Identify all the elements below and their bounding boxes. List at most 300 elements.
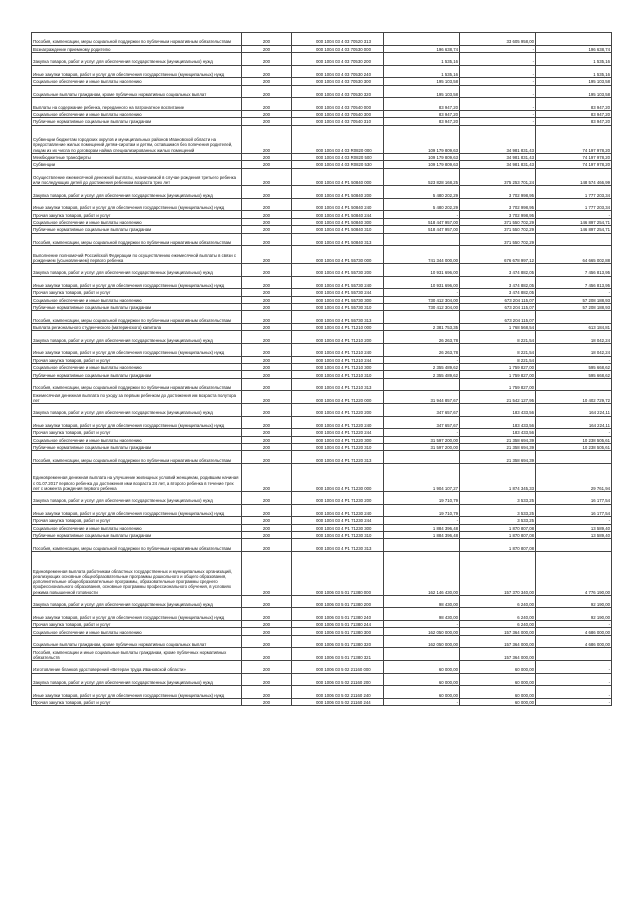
row-approved-cell: - <box>384 211 460 218</box>
row-csr-code-cell: 000 1006 03 5 02 21160 000 <box>292 660 384 673</box>
row-code-cell: 200 <box>242 78 292 85</box>
table-row <box>32 451 612 464</box>
row-approved-cell: 60 000,00 <box>384 660 460 673</box>
row-code-cell: 200 <box>242 264 292 277</box>
row-unexecuted-cell: 16 177,54 <box>536 504 612 517</box>
row-approved-cell: 2 381 753,35 <box>384 324 460 331</box>
row-name-cell: Пособия, компенсации, меры социальной поддержки по публичным нормативным обязательствам <box>32 378 242 391</box>
row-name-cell: Субвенции <box>32 161 242 168</box>
table-row <box>32 233 612 246</box>
row-approved-cell: 162 146 430,00 <box>384 552 460 596</box>
row-approved-cell: 518 447 957,00 <box>384 218 460 225</box>
row-name-cell: Иные закупки товаров, работ и услуг для обеспечения государственных (муниципальных) нужд <box>32 504 242 517</box>
row-name-cell: Прочая закупка товаров, работ и услуг <box>32 429 242 436</box>
table-row <box>32 363 612 370</box>
row-name-cell: Социальное обеспечение и иные выплаты населению <box>32 524 242 531</box>
table-row <box>32 33 612 46</box>
table-row <box>32 628 612 635</box>
row-code-cell: 200 <box>242 595 292 608</box>
row-code-cell: 200 <box>242 85 292 98</box>
row-csr-code-cell: 000 1004 03 4 03 70520 313 <box>292 33 384 46</box>
row-unexecuted-cell: 10 238 505,61 <box>536 443 612 450</box>
row-executed-cell: 157 364 000,00 <box>460 635 536 648</box>
row-unexecuted-cell: - <box>536 356 612 363</box>
row-approved-cell: 195 103,58 <box>384 85 460 98</box>
row-code-cell: 200 <box>242 343 292 356</box>
row-executed-cell: 673 204 115,07 <box>460 304 536 311</box>
table-row <box>32 608 612 621</box>
row-approved-cell: 730 412 304,00 <box>384 304 460 311</box>
row-code-cell: 200 <box>242 539 292 552</box>
row-approved-cell: 5 480 202,29 <box>384 186 460 199</box>
row-executed-cell: 3 533,25 <box>460 517 536 524</box>
row-name-cell: Пособия, компенсации, меры социальной поддержки по публичным нормативным обязательствам <box>32 539 242 552</box>
table-row <box>32 246 612 264</box>
row-approved-cell: - <box>384 356 460 363</box>
row-approved-cell: 1 535,16 <box>384 52 460 65</box>
row-approved-cell: - <box>384 698 460 705</box>
row-approved-cell: 31 944 857,67 <box>384 391 460 404</box>
row-csr-code-cell: 000 1004 03 4 P1 71210 000 <box>292 324 384 331</box>
row-code-cell: 200 <box>242 168 292 186</box>
row-executed-cell: 371 550 702,29 <box>460 218 536 225</box>
row-executed-cell: 676 678 997,12 <box>460 246 536 264</box>
row-name-cell: Публичные нормативные социальные выплаты гражданам <box>32 443 242 450</box>
row-approved-cell: - <box>384 517 460 524</box>
row-unexecuted-cell: - <box>536 289 612 296</box>
row-executed-cell: 8 221,54 <box>460 356 536 363</box>
row-code-cell: 200 <box>242 153 292 160</box>
row-code-cell: 200 <box>242 673 292 686</box>
row-approved-cell: 19 710,79 <box>384 492 460 505</box>
table-row <box>32 371 612 378</box>
row-executed-cell: 1 768 568,54 <box>460 324 536 331</box>
table-row <box>32 276 612 289</box>
row-executed-cell: 1 870 807,08 <box>460 539 536 552</box>
row-code-cell: 200 <box>242 532 292 539</box>
table-row <box>32 331 612 344</box>
row-executed-cell: 183 433,56 <box>460 429 536 436</box>
row-unexecuted-cell: 74 197 978,20 <box>536 161 612 168</box>
row-name-cell: Изготовление бланков удостоверений «Ветеран труда Ивановской области» <box>32 660 242 673</box>
row-executed-cell: - <box>460 78 536 85</box>
row-name-cell: Пособия, компенсации, меры социальной поддержки по публичным нормативным обязательствам <box>32 311 242 324</box>
table-row <box>32 429 612 436</box>
row-csr-code-cell: 000 1006 03 5 01 71380 240 <box>292 608 384 621</box>
row-approved-cell: 347 657,67 <box>384 416 460 429</box>
row-csr-code-cell: 000 1004 03 4 P1 50840 240 <box>292 198 384 211</box>
row-csr-code-cell: 000 1004 03 4 03 R0820 000 <box>292 125 384 153</box>
table-row <box>32 343 612 356</box>
row-name-cell: Публичные нормативные социальные выплаты гражданам <box>32 304 242 311</box>
row-executed-cell: 21 358 694,39 <box>460 451 536 464</box>
row-executed-cell: 3 533,25 <box>460 504 536 517</box>
row-code-cell: 200 <box>242 552 292 596</box>
row-name-cell: Закупка товаров, работ и услуг для обеспечения государственных (муниципальных) нужд <box>32 492 242 505</box>
row-code-cell: 200 <box>242 628 292 635</box>
row-unexecuted-cell: 1 535,16 <box>536 52 612 65</box>
row-unexecuted-cell: 92 190,00 <box>536 595 612 608</box>
row-name-cell: Прочая закупка товаров, работ и услуг <box>32 289 242 296</box>
row-csr-code-cell: 000 1004 03 4 P1 71230 240 <box>292 504 384 517</box>
row-code-cell: 200 <box>242 378 292 391</box>
row-code-cell: 200 <box>242 52 292 65</box>
row-code-cell: 200 <box>242 110 292 117</box>
row-name-cell: Выплаты на содержание ребенка, переданного на патронатное воспитание <box>32 98 242 111</box>
row-approved-cell: 162 050 000,00 <box>384 635 460 648</box>
row-approved-cell <box>384 539 460 552</box>
row-name-cell: Социальное обеспечение и иные выплаты населению <box>32 110 242 117</box>
row-name-cell: Социальные выплаты гражданам, кроме публичных нормативных социальных выплат <box>32 85 242 98</box>
row-approved-cell: 1 884 396,48 <box>384 532 460 539</box>
row-csr-code-cell: 000 1006 03 5 01 71380 244 <box>292 621 384 628</box>
row-name-cell: Пособия, компенсации и иные социальные выплаты гражданам, кроме публичных нормативных обязательств <box>32 648 242 661</box>
row-unexecuted-cell: 74 197 978,20 <box>536 125 612 153</box>
row-unexecuted-cell <box>536 648 612 661</box>
row-executed-cell: 1 759 827,00 <box>460 378 536 391</box>
row-executed-cell: 6 240,00 <box>460 608 536 621</box>
row-code-cell: 200 <box>242 363 292 370</box>
row-executed-cell: 1 759 827,00 <box>460 371 536 378</box>
table-row <box>32 304 612 311</box>
row-code-cell: 200 <box>242 635 292 648</box>
table-row <box>32 45 612 52</box>
table-row <box>32 161 612 168</box>
row-csr-code-cell: 000 1004 03 4 P1 55730 240 <box>292 276 384 289</box>
row-name-cell: Пособия, компенсации, меры социальной поддержки по публичным нормативным обязательствам <box>32 451 242 464</box>
table-row <box>32 153 612 160</box>
row-code-cell: 200 <box>242 118 292 125</box>
row-code-cell: 200 <box>242 161 292 168</box>
row-name-cell: Иные закупки товаров, работ и услуг для обеспечения государственных (муниципальных) нужд <box>32 65 242 78</box>
row-unexecuted-cell: 7 456 813,95 <box>536 276 612 289</box>
table-row <box>32 218 612 225</box>
row-name-cell: Иные закупки товаров, работ и услуг для обеспечения государственных (муниципальных) нужд <box>32 276 242 289</box>
table-row <box>32 673 612 686</box>
row-unexecuted-cell: 18 042,24 <box>536 331 612 344</box>
row-csr-code-cell: 000 1006 03 5 02 21160 244 <box>292 698 384 705</box>
row-name-cell: Осуществление ежемесячной денежной выплаты, назначаемой в случае рождения третьего ребенка или последующих детей до достижения ребенком возраста трех лет <box>32 168 242 186</box>
row-name-cell: Социальное обеспечение и иные выплаты населению <box>32 363 242 370</box>
row-code-cell: 200 <box>242 324 292 331</box>
row-unexecuted-cell: 83 947,20 <box>536 110 612 117</box>
row-unexecuted-cell: 10 238 505,61 <box>536 436 612 443</box>
row-csr-code-cell: 000 1004 03 4 03 70530 300 <box>292 78 384 85</box>
row-csr-code-cell: 000 1004 03 4 03 70530 000 <box>292 45 384 52</box>
row-unexecuted-cell: 195 103,58 <box>536 78 612 85</box>
row-code-cell: 200 <box>242 289 292 296</box>
row-name-cell: Публичные нормативные социальные выплаты гражданам <box>32 118 242 125</box>
row-executed-cell: 1 870 807,08 <box>460 532 536 539</box>
row-name-cell: Субвенции бюджетам городских округов и муниципальных районов Ивановской области на предоставление жилых помещений детям-сиротам и детям, оставшимся без попечения родителей, лицам из их числа по договорам найма специализированных жилых помещений <box>32 125 242 153</box>
row-unexecuted-cell: - <box>536 517 612 524</box>
row-approved-cell: 60 000,00 <box>384 673 460 686</box>
table-row <box>32 504 612 517</box>
row-approved-cell: 2 355 489,62 <box>384 371 460 378</box>
table-row <box>32 686 612 699</box>
table-row <box>32 110 612 117</box>
row-unexecuted-cell: 4 686 000,00 <box>536 635 612 648</box>
table-row <box>32 289 612 296</box>
row-csr-code-cell: 000 1004 03 4 P1 71230 313 <box>292 539 384 552</box>
row-executed-cell: 1 870 807,08 <box>460 524 536 531</box>
table-row <box>32 648 612 661</box>
row-name-cell: Вознаграждение приемному родителю <box>32 45 242 52</box>
row-csr-code-cell: 000 1004 03 4 03 70540 000 <box>292 98 384 111</box>
row-code-cell: 200 <box>242 311 292 324</box>
row-executed-cell: 8 221,54 <box>460 343 536 356</box>
row-csr-code-cell: 000 1004 03 4 P1 50840 310 <box>292 226 384 233</box>
row-approved-cell: 5 480 202,29 <box>384 198 460 211</box>
row-approved-cell: 83 947,20 <box>384 110 460 117</box>
row-approved-cell: 31 597 200,00 <box>384 436 460 443</box>
table-row <box>32 186 612 199</box>
row-executed-cell: 34 981 831,43 <box>460 161 536 168</box>
row-executed-cell: 183 433,56 <box>460 416 536 429</box>
row-approved-cell <box>384 648 460 661</box>
row-csr-code-cell: 000 1004 03 4 03 R0820 500 <box>292 153 384 160</box>
table-row <box>32 621 612 628</box>
row-name-cell: Единовременная выплата работникам областных государственных и муниципальных организаций, реализующих основные общеобразовательные программы дошкольного и общего образования, дополнительные общеобразовательные программы, образовательные программы среднего профессионального образования, основные программы профессионального обучения, в условиях режима повышенной готовности <box>32 552 242 596</box>
row-approved-cell: 83 947,20 <box>384 118 460 125</box>
row-code-cell: 200 <box>242 356 292 363</box>
row-executed-cell: - <box>460 85 536 98</box>
table-row <box>32 524 612 531</box>
row-approved-cell: 518 447 957,00 <box>384 226 460 233</box>
table-row <box>32 436 612 443</box>
row-name-cell: Социальное обеспечение и иные выплаты населению <box>32 628 242 635</box>
row-csr-code-cell: 000 1004 03 4 P1 71220 300 <box>292 436 384 443</box>
table-row <box>32 532 612 539</box>
row-code-cell: 200 <box>242 226 292 233</box>
row-code-cell: 200 <box>242 429 292 436</box>
row-name-cell: Закупка товаров, работ и услуг для обеспечения государственных (муниципальных) нужд <box>32 331 242 344</box>
row-approved-cell: 26 263,78 <box>384 331 460 344</box>
row-approved-cell: 195 103,58 <box>384 78 460 85</box>
row-executed-cell: 6 240,00 <box>460 621 536 628</box>
row-unexecuted-cell: 16 177,54 <box>536 492 612 505</box>
table-row <box>32 492 612 505</box>
row-executed-cell: - <box>460 65 536 78</box>
row-name-cell: Иные закупки товаров, работ и услуг для обеспечения государственных (муниципальных) нужд <box>32 608 242 621</box>
row-unexecuted-cell <box>536 33 612 46</box>
row-csr-code-cell: 000 1004 03 4 P1 71230 200 <box>292 492 384 505</box>
table-row <box>32 635 612 648</box>
row-unexecuted-cell: 146 897 254,71 <box>536 226 612 233</box>
row-approved-cell: 109 179 809,63 <box>384 125 460 153</box>
row-code-cell: 200 <box>242 186 292 199</box>
table-row <box>32 98 612 111</box>
row-executed-cell: 8 221,54 <box>460 331 536 344</box>
row-code-cell: 200 <box>242 391 292 404</box>
row-executed-cell: 1 759 827,00 <box>460 363 536 370</box>
row-executed-cell: 21 358 694,39 <box>460 443 536 450</box>
row-csr-code-cell: 000 1004 03 4 P1 71220 200 <box>292 403 384 416</box>
row-code-cell: 200 <box>242 686 292 699</box>
row-csr-code-cell: 000 1004 03 4 P1 71210 310 <box>292 371 384 378</box>
row-code-cell: 200 <box>242 304 292 311</box>
table-row <box>32 118 612 125</box>
row-approved-cell <box>384 33 460 46</box>
row-executed-cell: 375 253 701,24 <box>460 168 536 186</box>
row-approved-cell <box>384 311 460 324</box>
row-csr-code-cell: 000 1004 03 4 P1 71210 300 <box>292 363 384 370</box>
row-unexecuted-cell: 92 190,00 <box>536 608 612 621</box>
row-unexecuted-cell: 146 897 254,71 <box>536 218 612 225</box>
row-name-cell: Выплата регионального студенческого (материнского) капитала <box>32 324 242 331</box>
table-row <box>32 85 612 98</box>
row-unexecuted-cell: 4 776 190,00 <box>536 552 612 596</box>
row-unexecuted-cell: 29 761,94 <box>536 463 612 491</box>
row-code-cell: 200 <box>242 211 292 218</box>
row-code-cell: 200 <box>242 371 292 378</box>
row-executed-cell: 1 874 345,33 <box>460 463 536 491</box>
row-code-cell: 200 <box>242 660 292 673</box>
row-unexecuted-cell: 57 208 188,93 <box>536 296 612 303</box>
row-approved-cell: - <box>384 621 460 628</box>
row-executed-cell: - <box>460 110 536 117</box>
row-csr-code-cell: 000 1004 03 4 P1 71230 310 <box>292 532 384 539</box>
row-code-cell: 200 <box>242 436 292 443</box>
row-unexecuted-cell: 18 042,24 <box>536 343 612 356</box>
table-row <box>32 552 612 596</box>
row-code-cell: 200 <box>242 524 292 531</box>
table-row <box>32 226 612 233</box>
row-code-cell: 200 <box>242 517 292 524</box>
row-code-cell: 200 <box>242 33 292 46</box>
table-row <box>32 517 612 524</box>
row-name-cell: Социальные выплаты гражданам, кроме публичных нормативных социальных выплат <box>32 635 242 648</box>
row-name-cell: Прочая закупка товаров, работ и услуг <box>32 621 242 628</box>
row-unexecuted-cell: - <box>536 429 612 436</box>
row-csr-code-cell: 000 1004 03 4 P1 50840 200 <box>292 186 384 199</box>
row-executed-cell: - <box>460 52 536 65</box>
row-approved-cell: 60 000,00 <box>384 686 460 699</box>
row-csr-code-cell: 000 1004 03 4 P1 71210 200 <box>292 331 384 344</box>
row-executed-cell: 371 550 702,29 <box>460 226 536 233</box>
row-csr-code-cell: 000 1004 03 4 P1 71220 240 <box>292 416 384 429</box>
row-executed-cell: - <box>460 98 536 111</box>
row-csr-code-cell: 000 1006 03 5 01 71380 000 <box>292 552 384 596</box>
row-csr-code-cell: 000 1004 03 4 P1 50840 300 <box>292 218 384 225</box>
row-executed-cell: 673 204 115,07 <box>460 296 536 303</box>
row-unexecuted-cell: 196 638,74 <box>536 45 612 52</box>
row-code-cell: 200 <box>242 246 292 264</box>
table-body <box>32 33 612 706</box>
row-name-cell: Социальное обеспечение и иные выплаты населению <box>32 218 242 225</box>
row-csr-code-cell: 000 1004 03 4 P1 50840 313 <box>292 233 384 246</box>
row-approved-cell: 31 597 200,00 <box>384 443 460 450</box>
row-unexecuted-cell <box>536 451 612 464</box>
row-csr-code-cell: 000 1006 03 5 01 71380 320 <box>292 635 384 648</box>
row-executed-cell: 60 000,00 <box>460 698 536 705</box>
row-executed-cell: 157 370 340,00 <box>460 552 536 596</box>
row-unexecuted-cell <box>536 539 612 552</box>
row-approved-cell <box>384 233 460 246</box>
row-code-cell: 200 <box>242 45 292 52</box>
row-csr-code-cell: 000 1004 03 4 P1 71220 000 <box>292 391 384 404</box>
row-name-cell: Закупка товаров, работ и услуг для обеспечения государственных (муниципальных) нужд <box>32 52 242 65</box>
row-unexecuted-cell: 13 589,40 <box>536 524 612 531</box>
row-csr-code-cell: 000 1004 03 4 P1 50840 000 <box>292 168 384 186</box>
row-name-cell: Прочая закупка товаров, работ и услуг <box>32 211 242 218</box>
row-code-cell: 200 <box>242 492 292 505</box>
row-executed-cell: 60 000,00 <box>460 686 536 699</box>
table-row <box>32 416 612 429</box>
row-executed-cell: 157 364 000,00 <box>460 648 536 661</box>
row-code-cell: 200 <box>242 296 292 303</box>
row-executed-cell: 33 605 958,00 <box>460 33 536 46</box>
table-row <box>32 198 612 211</box>
table-row <box>32 403 612 416</box>
row-approved-cell: 109 179 809,63 <box>384 161 460 168</box>
row-csr-code-cell: 000 1004 03 4 P1 55730 300 <box>292 296 384 303</box>
row-csr-code-cell: 000 1004 03 4 P1 55730 313 <box>292 311 384 324</box>
row-csr-code-cell: 000 1006 03 5 02 21160 200 <box>292 673 384 686</box>
row-code-cell: 200 <box>242 608 292 621</box>
row-csr-code-cell: 000 1004 03 4 P1 55730 244 <box>292 289 384 296</box>
row-unexecuted-cell <box>536 233 612 246</box>
row-code-cell: 200 <box>242 218 292 225</box>
row-unexecuted-cell: 13 589,40 <box>536 532 612 539</box>
row-executed-cell: 3 474 882,05 <box>460 264 536 277</box>
row-name-cell: Социальное обеспечение и иные выплаты населению <box>32 436 242 443</box>
row-unexecuted-cell: 57 208 188,93 <box>536 304 612 311</box>
table-row <box>32 391 612 404</box>
row-approved-cell: 109 179 809,63 <box>384 153 460 160</box>
table-row <box>32 311 612 324</box>
table-row <box>32 264 612 277</box>
row-name-cell: Закупка товаров, работ и услуг для обеспечения государственных (муниципальных) нужд <box>32 186 242 199</box>
budget-execution-table <box>31 32 612 706</box>
row-name-cell: Пособия, компенсации, меры социальной поддержки по публичным нормативным обязательствам <box>32 33 242 46</box>
row-csr-code-cell: 000 1004 03 4 P1 55730 000 <box>292 246 384 264</box>
row-name-cell: Прочая закупка товаров, работ и услуг <box>32 517 242 524</box>
row-approved-cell: 196 638,74 <box>384 45 460 52</box>
table-row <box>32 65 612 78</box>
row-executed-cell: 3 702 998,95 <box>460 198 536 211</box>
row-unexecuted-cell: 613 184,81 <box>536 324 612 331</box>
row-code-cell: 200 <box>242 331 292 344</box>
row-csr-code-cell: 000 1004 03 4 P1 71220 310 <box>292 443 384 450</box>
row-csr-code-cell: 000 1004 03 4 P1 71220 244 <box>292 429 384 436</box>
row-csr-code-cell: 000 1004 03 4 P1 71230 000 <box>292 463 384 491</box>
row-executed-cell: 60 000,00 <box>460 660 536 673</box>
row-csr-code-cell: 000 1006 03 5 01 71380 321 <box>292 648 384 661</box>
row-executed-cell: 3 533,25 <box>460 492 536 505</box>
row-unexecuted-cell: - <box>536 621 612 628</box>
row-approved-cell: 347 657,67 <box>384 403 460 416</box>
row-approved-cell: 1 904 107,27 <box>384 463 460 491</box>
row-unexecuted-cell: 1 777 203,34 <box>536 186 612 199</box>
row-unexecuted-cell: 7 456 813,95 <box>536 264 612 277</box>
row-csr-code-cell: 000 1004 03 4 P1 55730 310 <box>292 304 384 311</box>
row-csr-code-cell: 000 1004 03 4 P1 71210 244 <box>292 356 384 363</box>
row-code-cell: 200 <box>242 98 292 111</box>
row-code-cell: 200 <box>242 443 292 450</box>
row-approved-cell: 523 828 168,25 <box>384 168 460 186</box>
row-executed-cell: 6 240,00 <box>460 595 536 608</box>
row-csr-code-cell: 000 1006 03 5 01 71380 200 <box>292 595 384 608</box>
row-unexecuted-cell: 595 668,62 <box>536 363 612 370</box>
row-unexecuted-cell: - <box>536 698 612 705</box>
row-unexecuted-cell: 1 535,16 <box>536 65 612 78</box>
table-row <box>32 463 612 491</box>
row-csr-code-cell: 000 1004 03 4 03 70530 200 <box>292 52 384 65</box>
row-name-cell: Закупка товаров, работ и услуг для обеспечения государственных (муниципальных) нужд <box>32 673 242 686</box>
row-csr-code-cell: 000 1004 03 4 03 70530 240 <box>292 65 384 78</box>
row-executed-cell: 3 702 998,95 <box>460 186 536 199</box>
